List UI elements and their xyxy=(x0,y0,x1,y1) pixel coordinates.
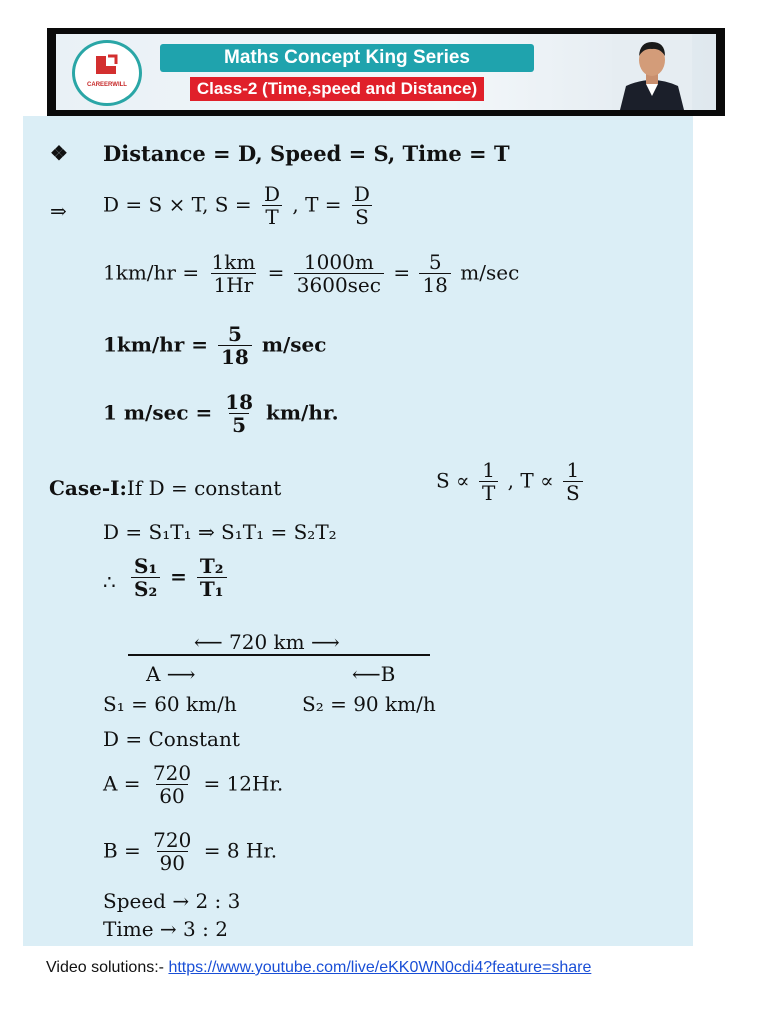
kmhr-to-msec xyxy=(103,324,326,368)
fraction-km-over-hr xyxy=(208,252,258,296)
fraction-numerator: D xyxy=(353,182,370,206)
fraction-s1-over-s2 xyxy=(131,556,160,600)
fraction-d-over-t xyxy=(261,184,283,228)
equals-sign: = xyxy=(393,260,411,285)
fraction-denominator: 60 xyxy=(156,784,187,807)
formula-mid: , T = xyxy=(292,192,342,217)
fraction-denominator: S xyxy=(563,481,583,504)
speed-s1: S₁ = 60 km/h xyxy=(103,692,237,716)
fraction-denominator: 18 xyxy=(218,345,252,368)
proportion-s: S ∝ xyxy=(436,468,470,493)
time-ratio: Time → 3 : 2 xyxy=(103,917,228,941)
fraction-denominator: S₂ xyxy=(131,577,160,600)
therefore-symbol: ∴ xyxy=(103,570,116,594)
time-result: = 12Hr. xyxy=(203,771,284,796)
case-label: Case-I: xyxy=(49,476,127,500)
footer-label: Video solutions:- xyxy=(46,959,164,976)
fraction-5-over-18 xyxy=(218,324,252,368)
fraction-numerator: 1km xyxy=(211,250,256,274)
relation-line: D = S₁T₁ ⇒ S₁T₁ = S₂T₂ xyxy=(103,520,337,544)
fraction-numerator: 5 xyxy=(428,250,442,274)
unit-text: m/sec xyxy=(261,332,327,357)
case-heading xyxy=(49,476,281,500)
msec-to-kmhr xyxy=(103,392,339,436)
fraction-denominator: 5 xyxy=(229,413,249,436)
fraction-numerator: 1 xyxy=(566,458,580,482)
fraction-d-over-s xyxy=(351,184,373,228)
fraction-numerator: 1000m xyxy=(303,250,374,274)
unit-text: km/hr. xyxy=(266,400,339,425)
fraction-m-over-sec xyxy=(294,252,384,296)
equals-sign: = xyxy=(170,564,187,589)
proportion-t: , T ∝ xyxy=(507,468,554,493)
fraction-numerator: 720 xyxy=(153,828,192,852)
point-b-label: ⟵B xyxy=(352,662,396,686)
fraction-t2-over-t1 xyxy=(197,556,227,600)
fraction-18-over-5 xyxy=(222,392,256,436)
fraction-numerator: S₁ xyxy=(134,554,158,578)
conversion-line xyxy=(103,252,519,296)
fraction-numerator: 1 xyxy=(482,458,495,482)
time-result: = 8 Hr. xyxy=(203,838,278,863)
d-constant: D = Constant xyxy=(103,727,240,751)
video-solutions xyxy=(46,959,591,977)
fraction-1-over-t xyxy=(479,460,498,504)
logo-text: CAREERWILL xyxy=(87,82,127,88)
speed-ratio: Speed → 2 : 3 xyxy=(103,889,241,913)
series-title: Maths Concept King Series xyxy=(160,44,534,72)
class-title: Class-2 (Time,speed and Distance) xyxy=(190,77,484,101)
formula-line xyxy=(103,184,376,228)
video-link[interactable]: https://www.youtube.com/live/eKK0WN0cdi4?feature=share xyxy=(168,959,592,976)
case-text: If D = constant xyxy=(126,476,282,500)
time-a-line xyxy=(103,763,283,807)
proportion-line xyxy=(436,460,586,504)
distance-label: ⟵ 720 km ⟶ xyxy=(194,630,340,654)
equals-sign: = xyxy=(267,260,285,285)
formula-lhs: D = S × T, S = xyxy=(103,192,252,217)
distance-line xyxy=(128,654,430,656)
fraction-720-over-60 xyxy=(150,763,194,807)
fraction-denominator: T₁ xyxy=(197,577,227,600)
fraction-denominator: T xyxy=(262,205,281,228)
fraction-denominator: 3600sec xyxy=(294,273,384,296)
fraction-numerator: 18 xyxy=(225,390,254,414)
speed-s2: S₂ = 90 km/h xyxy=(302,692,436,716)
time-lhs: A = xyxy=(103,771,141,796)
fraction-numerator: 5 xyxy=(227,322,242,346)
definition-line: Distance = D, Speed = S, Time = T xyxy=(103,141,510,166)
unit-text: m/sec xyxy=(460,260,520,285)
presenter-photo xyxy=(612,34,692,110)
bullet-icon: ❖ xyxy=(50,141,68,165)
logo-mark-icon xyxy=(94,52,120,78)
fraction-denominator: 90 xyxy=(157,851,188,874)
conversion-lhs: 1km/hr = xyxy=(103,260,200,285)
fraction-denominator: 1Hr xyxy=(211,273,257,296)
fraction-denominator: T xyxy=(479,481,498,504)
fraction-720-over-90 xyxy=(150,830,194,874)
fraction-numerator: D xyxy=(263,182,281,206)
conversion-lhs: 1km/hr = xyxy=(103,332,209,357)
time-lhs: B = xyxy=(103,838,141,863)
conversion-lhs: 1 m/sec = xyxy=(103,400,213,425)
implies-arrow: ⇒ xyxy=(50,199,67,223)
fraction-5-over-18 xyxy=(419,252,450,296)
fraction-numerator: 720 xyxy=(152,761,192,785)
point-a-label: A ⟶ xyxy=(146,662,196,686)
fraction-denominator: S xyxy=(352,205,372,228)
time-b-line xyxy=(103,830,277,874)
fraction-numerator: T₂ xyxy=(199,554,224,578)
fraction-1-over-s xyxy=(563,460,583,504)
fraction-denominator: 18 xyxy=(419,273,450,296)
ratio-line xyxy=(128,556,230,600)
